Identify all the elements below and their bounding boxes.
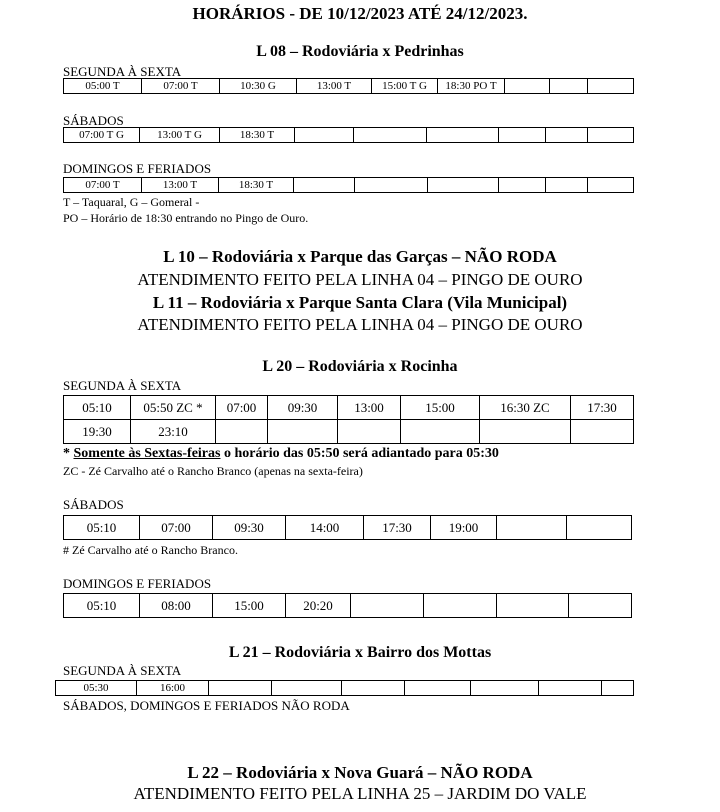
schedule-cell [355,178,428,193]
l10-heading: L 10 – Rodoviária x Parque das Garças – NÃO RODA [163,247,557,266]
schedule-cell [424,594,497,618]
l08-sunday-table [63,177,634,193]
schedule-cell [342,681,405,696]
schedule-cell: 16:00 [137,681,209,696]
schedule-cell: 13:00 T G [140,128,220,143]
table-row [64,128,634,143]
schedule-cell: 07:00 T [64,178,142,193]
schedule-cell: 17:30 [364,516,431,540]
schedule-cell: 09:30 [213,516,286,540]
schedule-cell [499,128,546,143]
l21-weekend-note: SÁBADOS, DOMINGOS E FERIADOS NÃO RODA [63,698,350,713]
table-row [64,79,634,94]
schedule-cell: 14:00 [286,516,364,540]
l20-zc-note: ZC - Zé Carvalho até o Rancho Branco (apenas na sexta-feira) [63,464,363,478]
schedule-cell [588,79,634,94]
schedule-cell: 23:10 [131,420,216,444]
schedule-cell [499,178,546,193]
l08-legend-routes: T – Taquaral, G – Gomeral - [63,195,200,209]
l20-friday-note-days: Somente às Sextas-feiras [73,446,221,461]
schedule-cell [546,128,588,143]
l08-sunday-label: DOMINGOS E FERIADOS [63,161,212,176]
schedule-cell: 13:00 T [297,79,372,94]
schedule-cell [268,420,338,444]
schedule-cell [497,594,569,618]
l10-note: ATENDIMENTO FEITO PELA LINHA 04 – PINGO DE OURO [137,270,583,289]
l20-saturday-label: SÁBADOS [63,497,124,512]
l20-hash-note: # Zé Carvalho até o Rancho Branco. [63,543,238,557]
schedule-cell: 05:30 [56,681,137,696]
schedule-cell: 20:20 [286,594,351,618]
l20-saturday-table [63,515,632,540]
schedule-cell: 07:00 T G [64,128,140,143]
schedule-cell: 19:30 [64,420,131,444]
schedule-cell [567,516,632,540]
schedule-cell [480,420,571,444]
table-row [64,420,634,444]
schedule-cell: 18:30 T [220,128,295,143]
schedule-cell [209,681,272,696]
schedule-cell: 13:00 T [142,178,219,193]
l11-heading: L 11 – Rodoviária x Parque Santa Clara (Vila Municipal) [152,293,568,312]
schedule-cell [272,681,342,696]
schedule-cell: 15:00 [213,594,286,618]
table-row [64,178,634,193]
l21-weekday-label: SEGUNDA À SEXTA [63,663,182,678]
table-row [64,396,634,420]
schedule-cell: 15:00 T G [372,79,438,94]
schedule-cell [539,681,602,696]
schedule-cell [401,420,480,444]
schedule-cell: 16:30 ZC [480,396,571,420]
table-row [56,681,634,696]
schedule-cell [569,594,632,618]
l08-saturday-table [63,127,634,143]
page-title: HORÁRIOS - DE 10/12/2023 ATÉ 24/12/2023. [192,4,528,23]
schedule-cell [505,79,550,94]
schedule-cell: 05:00 T [64,79,142,94]
l20-sunday-table [63,593,632,618]
schedule-cell: 07:00 [140,516,213,540]
schedule-cell: 15:00 [401,396,480,420]
schedule-cell [427,128,499,143]
schedule-cell [546,178,588,193]
schedule-cell [602,681,634,696]
l20-weekday-label: SEGUNDA À SEXTA [63,378,182,393]
schedule-cell: 07:00 T [142,79,220,94]
l08-weekday-table [63,78,634,94]
l22-note: ATENDIMENTO FEITO PELA LINHA 25 – JARDIM DO VALE [133,784,587,803]
l20-weekday-table [63,395,634,444]
schedule-cell: 05:10 [64,594,140,618]
l08-weekday-label: SEGUNDA À SEXTA [63,64,182,79]
l20-heading: L 20 – Rodoviária x Rocinha [262,358,458,375]
schedule-cell [588,128,634,143]
schedule-cell: 07:00 [216,396,268,420]
schedule-cell [571,420,634,444]
schedule-cell [294,178,355,193]
l20-friday-note [63,446,499,462]
schedule-cell: 18:30 PO T [438,79,505,94]
table-row [64,594,632,618]
schedule-cell: 18:30 T [219,178,294,193]
schedule-cell: 09:30 [268,396,338,420]
l20-sunday-label: DOMINGOS E FERIADOS [63,576,212,591]
l21-weekday-table [55,680,634,696]
l08-heading: L 08 – Rodoviária x Pedrinhas [256,43,464,60]
schedule-cell [351,594,424,618]
schedule-cell [338,420,401,444]
schedule-cell: 05:50 ZC * [131,396,216,420]
l22-heading: L 22 – Rodoviária x Nova Guará – NÃO RODA [187,763,533,782]
schedule-cell: 13:00 [338,396,401,420]
schedule-cell [354,128,427,143]
schedule-cell [428,178,499,193]
schedule-cell: 05:10 [64,516,140,540]
schedule-cell [405,681,471,696]
schedule-cell [295,128,354,143]
l08-legend-po: PO – Horário de 18:30 entrando no Pingo de Ouro. [63,211,309,225]
schedule-cell [497,516,567,540]
l21-heading: L 21 – Rodoviária x Bairro dos Mottas [228,644,492,661]
schedule-cell: 10:30 G [220,79,297,94]
l20-friday-note-star: * [63,446,74,461]
l20-friday-note-text: o horário das 05:50 será adiantado para 05:30 [220,446,499,461]
table-row [64,516,632,540]
schedule-cell: 17:30 [571,396,634,420]
l11-note: ATENDIMENTO FEITO PELA LINHA 04 – PINGO DE OURO [137,315,583,334]
schedule-cell [216,420,268,444]
l08-saturday-label: SÁBADOS [63,113,124,128]
schedule-cell: 08:00 [140,594,213,618]
schedule-cell [588,178,634,193]
schedule-cell [550,79,588,94]
schedule-cell: 19:00 [431,516,497,540]
schedule-cell [471,681,539,696]
schedule-cell: 05:10 [64,396,131,420]
